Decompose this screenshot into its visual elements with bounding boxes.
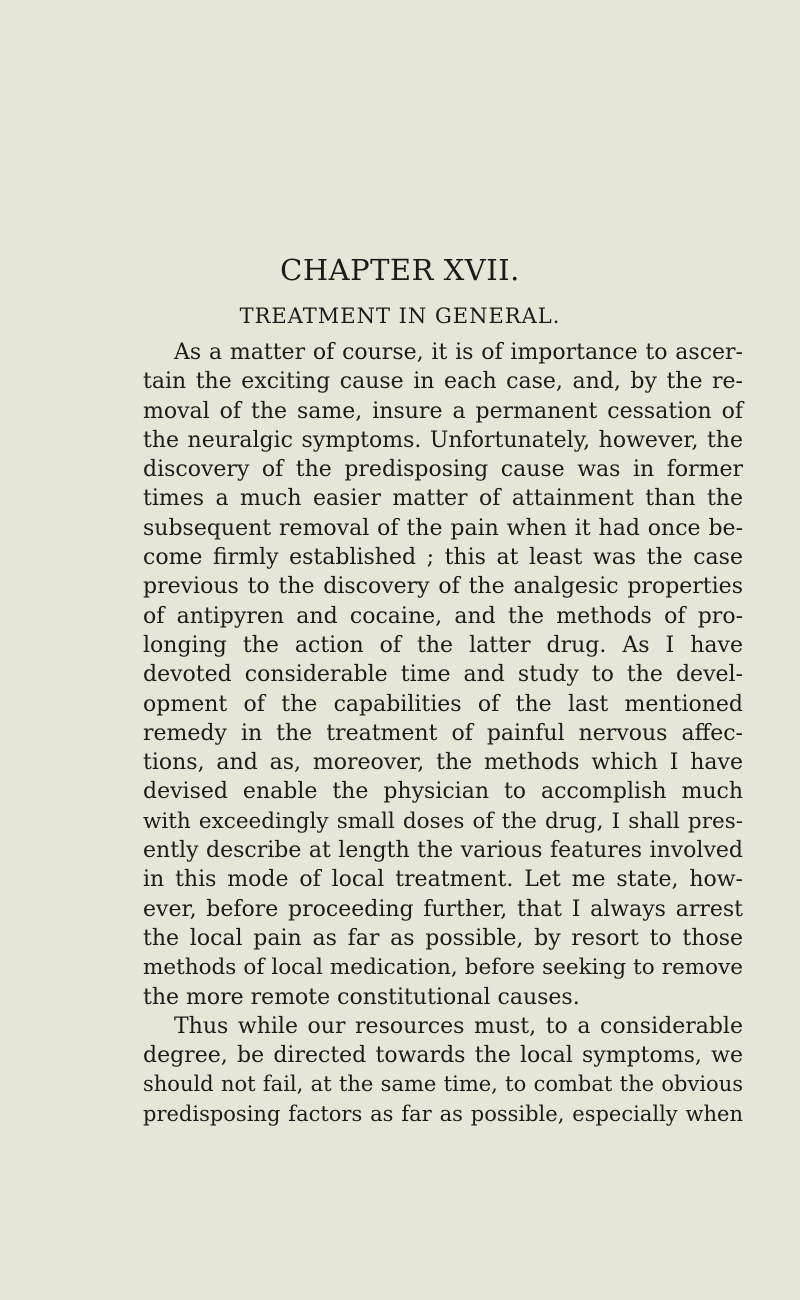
text-line: tions, and as, moreover, the methods which I have <box>143 750 743 776</box>
text-line: discovery of the predisposing cause was in former <box>143 457 743 483</box>
text-line: times a much easier matter of attainment than the <box>143 486 743 512</box>
text-line: devoted considerable time and study to the devel- <box>143 662 743 688</box>
text-line: the neuralgic symptoms. Unfortunately, however, the <box>143 427 743 453</box>
text-line: degree, be directed towards the local symptoms, we <box>143 1043 743 1069</box>
chapter-title: CHAPTER XVII. <box>280 253 520 287</box>
text-line: with exceedingly small doses of the drug, I shall pres- <box>143 808 743 834</box>
text-line: As a matter of course, it is of importance to ascer- <box>174 340 743 365</box>
text-line: subsequent removal of the pain when it had once be- <box>143 515 743 541</box>
text-line: previous to the discovery of the analgesic properties <box>143 574 743 600</box>
text-line: ently describe at length the various features involved <box>143 838 743 864</box>
text-line: tain the exciting cause in each case, and, by the re- <box>143 369 743 395</box>
text-line: remedy in the treatment of painful nervous affec- <box>143 720 743 746</box>
text-line: the more remote constitutional causes. <box>143 984 580 1010</box>
text-line: of antipyren and cocaine, and the methods of pro- <box>143 603 743 629</box>
text-line: predisposing factors as far as possible, especially when <box>143 1101 743 1126</box>
text-line: Thus while our resources must, to a considerable <box>174 1013 743 1039</box>
text-line: opment of the capabilities of the last mentioned <box>143 691 743 717</box>
text-line: come firmly established ; this at least was the case <box>143 545 743 571</box>
text-line: should not fail, at the same time, to combat the obvious <box>143 1072 743 1097</box>
text-line: longing the action of the latter drug. As I have <box>143 632 743 658</box>
text-line: in this mode of local treatment. Let me state, how- <box>143 867 743 893</box>
text-line: ever, before proceeding further, that I always arrest <box>143 896 743 922</box>
section-title: TREATMENT IN GENERAL. <box>239 304 561 328</box>
text-line: methods of local medication, before seeking to remove <box>143 955 743 981</box>
text-line: devised enable the physician to accomplish much <box>143 779 743 805</box>
text-line: moval of the same, insure a permanent cessation of <box>143 398 743 424</box>
body-text <box>143 338 743 1129</box>
text-line: the local pain as far as possible, by resort to those <box>143 925 743 951</box>
